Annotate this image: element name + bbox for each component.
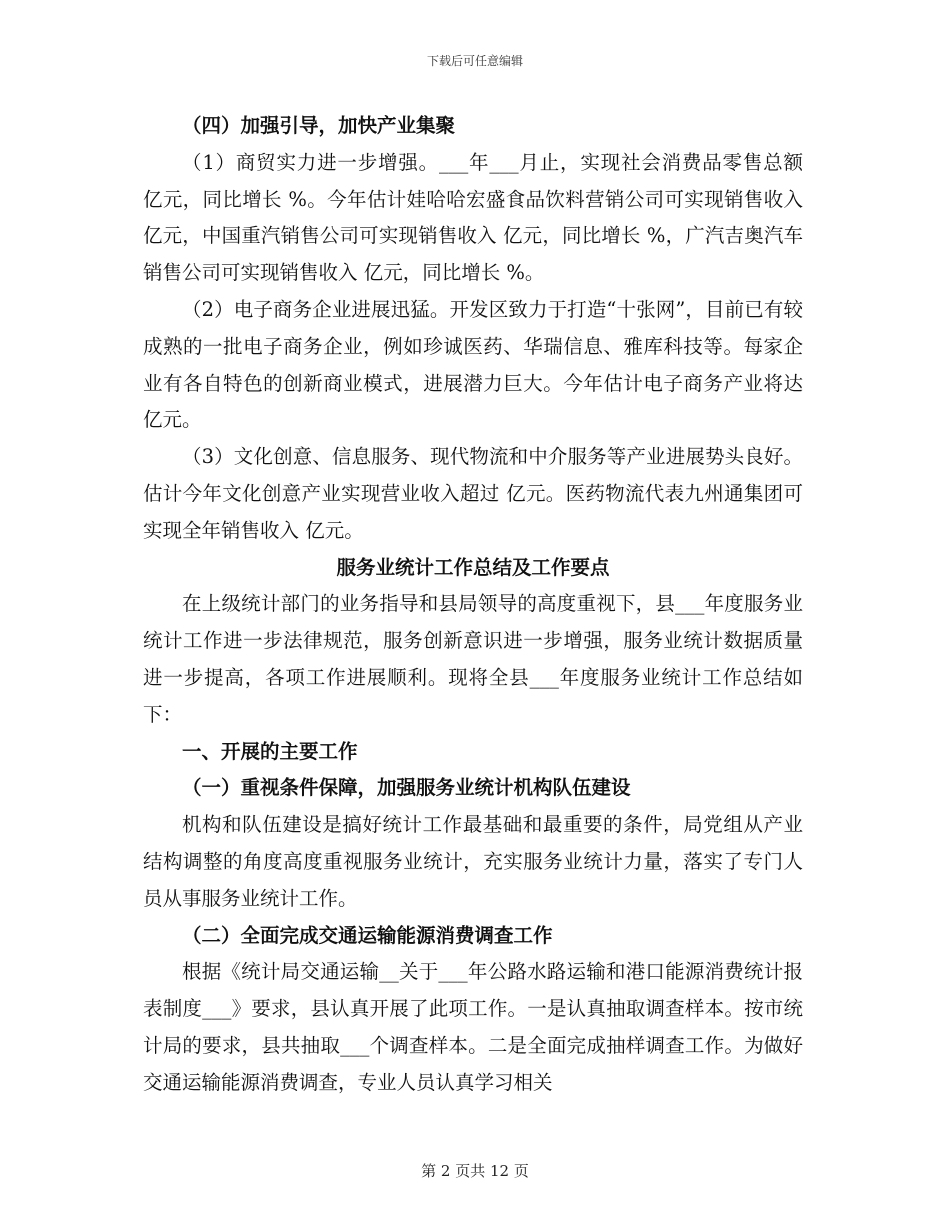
paragraph-ecommerce: （2）电子商务企业进展迅猛。开发区致力于打造“十张网”，目前已有较成熟的一批电子商务企业，例如珍诚医药、华瑞信息、雅库科技等。每家企业有各自特色的创新商业模式，进展潜力巨大。今年估计电子商务产业将达 亿元。 [143, 297, 810, 432]
heading-team-building: （一）重视条件保障，加强服务业统计机构队伍建设 [182, 776, 631, 800]
page-footer: 第 2 页共 12 页 [421, 1162, 529, 1180]
paragraph-commerce: （1）商贸实力进一步增强。___年___月止，实现社会消费品零售总额 亿元，同比增长 %。今年估计娃哈哈宏盛食品饮料营销公司可实现销售收入 亿元，中国重汽销售公司可实现销售收入 亿元，同比增长 %，广汽吉奥汽车销售公司可实现销售收入 亿元，同比增长 %。 [143, 150, 810, 285]
paragraph-intro: 在上级统计部门的业务指导和县局领导的高度重视下，县___年度服务业统计工作进一步法律规范，服务创新意识进一步增强，服务业统计数据质量进一步提高，各项工作进展顺利。现将全县___年度服务业统计工作总结如下： [143, 592, 803, 726]
page-header: 下载后可任意编辑 [426, 54, 523, 68]
paragraph-energy-survey: 根据《统计局交通运输__关于___年公路水路运输和港口能源消费统计报表制度___》要求，县认真开展了此项工作。一是认真抽取调查样本。按市统计局的要求，县共抽取___个调查样本。二是全面完成抽样调查工作。为做好交通运输能源消费调查，专业人员认真学习相关 [143, 960, 803, 1094]
section-heading-four: （四）加强引导，加快产业集聚 [182, 114, 456, 137]
document-body [143, 108, 810, 1102]
heading-main-work: 一、开展的主要工作 [182, 739, 358, 763]
paragraph-team-building: 机构和队伍建设是搞好统计工作最基础和最重要的条件，局党组从产业结构调整的角度高度重视服务业统计，充实服务业统计力量，落实了专门人员从事服务业统计工作。 [143, 813, 803, 910]
paragraph-culture: （3）文化创意、信息服务、现代物流和中介服务等产业进展势头良好。估计今年文化创意产业实现营业收入超过 亿元。医药物流代表九州通集团可实现全年销售收入 亿元。 [143, 445, 803, 542]
heading-energy-survey: （二）全面完成交通运输能源消费调查工作 [182, 923, 553, 947]
document-title: 服务业统计工作总结及工作要点 [336, 555, 610, 579]
